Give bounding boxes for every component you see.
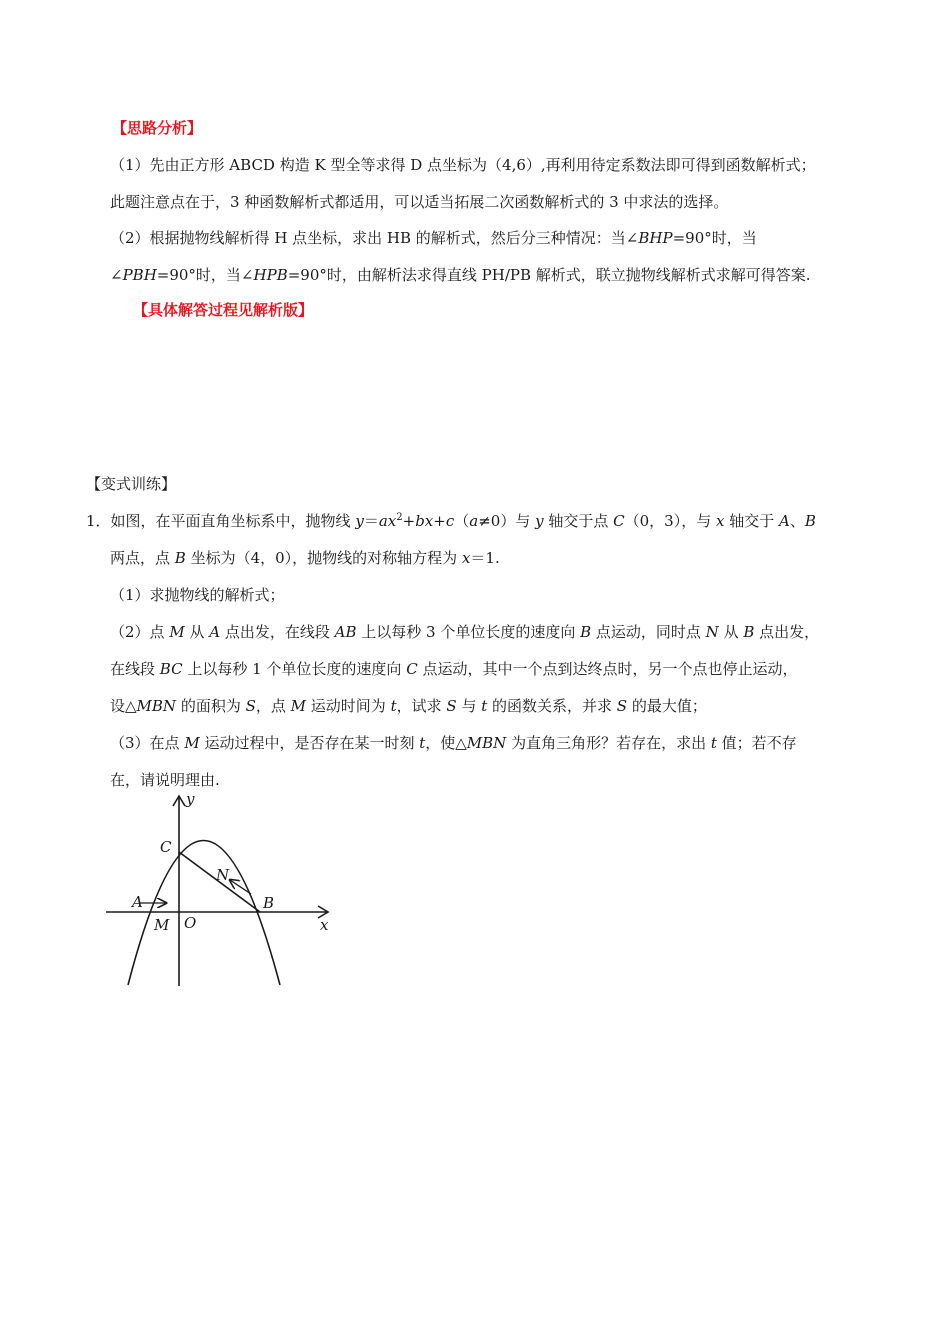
q-text: ＝ [363, 512, 379, 530]
label-b: B [263, 894, 275, 912]
question-line1 [86, 511, 816, 531]
sub-question-2-line1 [110, 622, 819, 642]
var-y-axis: y [535, 512, 544, 530]
sub-question-3-line1 [110, 733, 797, 753]
label-m: M [154, 916, 170, 934]
sub-question-2-line2 [110, 659, 797, 679]
q-text: （0，3），与 [624, 512, 716, 530]
q-text: 点运动，其中一个点到达终点时，另一个点也停止运动， [417, 660, 798, 678]
var-x-axis: x [715, 512, 725, 530]
var-t: t [481, 697, 488, 715]
var-t: t [390, 697, 397, 715]
q-text: ，点 [255, 697, 291, 715]
var-s: S [616, 697, 628, 715]
q-text: 上以每秒 1 个单位长度的速度向 [182, 660, 407, 678]
q-text: 设△ [110, 697, 137, 715]
analysis-p1-line2: 此题注意点在于，3 种函数解析式都适用，可以适当拓展二次函数解析式的 3 中求法的选择。 [110, 193, 729, 211]
q-text: 值；若不存 [716, 734, 797, 752]
q-text: 运动过程中，是否存在某一时刻 [199, 734, 420, 752]
q-text: （ [454, 512, 470, 530]
analysis-p2-line2 [110, 265, 811, 285]
point-c: C [613, 512, 625, 530]
point-c: C [406, 660, 418, 678]
parabola-figure [100, 790, 340, 990]
q-text: 坐标为（4，0），抛物线的对称轴方程为 [185, 549, 462, 567]
segment-bc: BC [159, 660, 183, 678]
q-text: 的函数关系，并求 [487, 697, 617, 715]
label-a: A [132, 893, 143, 911]
var-a: a [469, 512, 479, 530]
segment-ab: AB [334, 623, 357, 641]
analysis-heading: 【思路分析】 [112, 119, 203, 137]
var-t: t [710, 734, 717, 752]
point-b: B [580, 623, 592, 641]
angle-pbh: PBH [122, 266, 157, 284]
label-y: y [186, 790, 195, 808]
point-a: A [209, 623, 221, 641]
q-text: + [433, 512, 446, 530]
q-text: 从 [718, 623, 744, 641]
detail-note: 【具体解答过程见解析版】 [133, 301, 314, 319]
q-text: 点运动，同时点 [591, 623, 706, 641]
q-text: ，试求 [396, 697, 447, 715]
q-text: 的最大值； [627, 697, 707, 715]
angle-bhp: BHP [638, 229, 673, 247]
q-text: 与 [456, 697, 482, 715]
var-s: S [446, 697, 457, 715]
q-text: 轴交于 [724, 512, 779, 530]
q-text: + [402, 512, 416, 530]
label-o: O [184, 914, 197, 932]
label-x: x [320, 916, 329, 934]
point-b: B [743, 623, 755, 641]
q-text: 上以每秒 3 个单位长度的速度向 [356, 623, 581, 641]
analysis-p2-text: （2）根据抛物线解析得 H 点坐标，求出 HB 的解析式，然后分三种情况：当∠ [110, 229, 639, 247]
angle-hpb: HPB [253, 266, 288, 284]
q-text: 轴交于点 [543, 512, 614, 530]
analysis-p2-text: =90°时，当 [672, 229, 757, 247]
point-a: A [778, 512, 790, 530]
sub-question-3-line2: 在，请说明理由. [110, 771, 220, 789]
question-number: 1． [86, 512, 111, 530]
q-text: ≠0）与 [478, 512, 536, 530]
var-ax: ax [378, 512, 397, 530]
question-line2 [110, 548, 500, 568]
var-y: y [355, 512, 364, 530]
q-text: （3）在点 [110, 734, 185, 752]
q-text: 点出发，在线段 [220, 623, 335, 641]
var-t: t [419, 734, 426, 752]
exponent: 2 [396, 512, 403, 523]
point-b: B [804, 512, 816, 530]
q-text: 两点，点 [110, 549, 175, 567]
analysis-p2-text: ∠ [110, 266, 123, 284]
point-n: N [705, 623, 719, 641]
triangle-mbn: MBN [466, 734, 507, 752]
q-text: 如图，在平面直角坐标系中，抛物线 [110, 512, 356, 530]
q-text: 为直角三角形？若存在，求出 [506, 734, 711, 752]
point-m: M [184, 734, 200, 752]
var-c: c [445, 512, 455, 530]
analysis-p2-text: =90°时，由解析法求得直线 PH/PB 解析式，联立抛物线解析式求解可得答案. [287, 266, 811, 284]
var-x: x [461, 549, 471, 567]
sub-question-2-line3 [110, 696, 707, 716]
point-b: B [174, 549, 186, 567]
label-n: N [216, 866, 230, 884]
q-text: 从 [184, 623, 210, 641]
q-text: （2）点 [110, 623, 170, 641]
q-text: 的面积为 [176, 697, 246, 715]
sub-question-1: （1）求抛物线的解析式； [110, 586, 285, 604]
point-m: M [169, 623, 185, 641]
analysis-p2-text: =90°时，当∠ [156, 266, 254, 284]
q-text: 点出发， [754, 623, 820, 641]
q-text: 在线段 [110, 660, 160, 678]
variation-heading: 【变式训练】 [86, 475, 177, 493]
triangle-mbn: MBN [136, 697, 177, 715]
q-text: 、 [789, 512, 805, 530]
label-c: C [160, 838, 172, 856]
analysis-p2-line1 [110, 228, 757, 248]
point-m: M [290, 697, 307, 715]
q-text: ，使△ [425, 734, 467, 752]
var-s: S [245, 697, 256, 715]
q-text: 运动时间为 [306, 697, 391, 715]
q-text: ＝1. [470, 549, 500, 567]
var-bx: bx [415, 512, 434, 530]
analysis-p1-line1: （1）先由正方形 ABCD 构造 K 型全等求得 D 点坐标为（4,6）,再利用待定系数法即可得到函数解析式； [110, 156, 816, 174]
